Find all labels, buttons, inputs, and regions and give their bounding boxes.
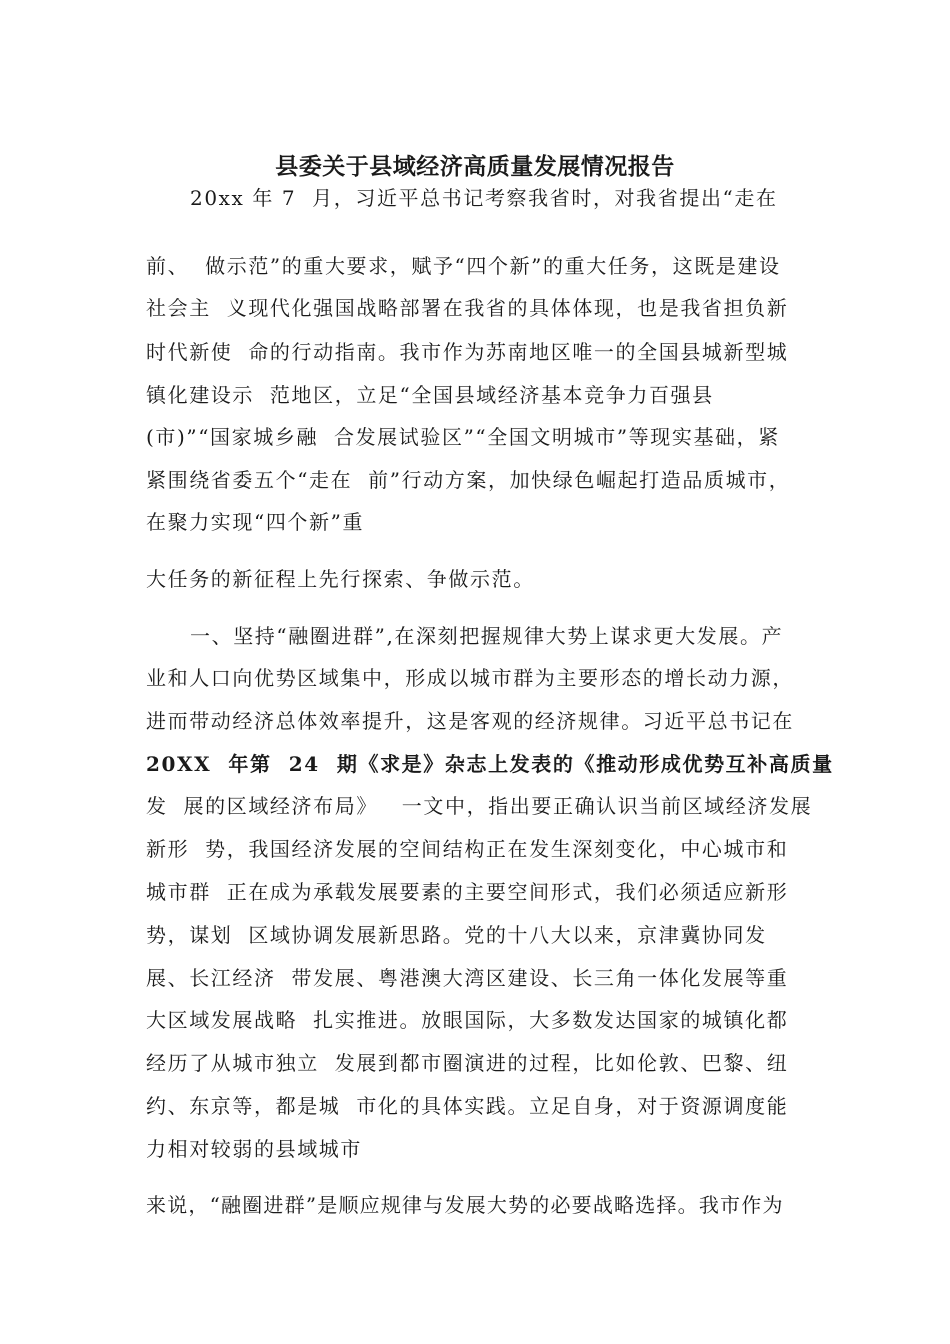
paragraph-line: 大任务的新征程上先行探索、争做示范。 [146,567,535,591]
paragraph-line: 约、东京等，都是城 市化的具体实践。立足自身，对于资源调度能 [146,1094,789,1118]
paragraph-line: 新形 势，我国经济发展的空间结构正在发生深刻变化，中心城市和 [146,837,789,861]
paragraph-line: 前、 做示范”的重大要求，赋予“四个新”的重大任务，这既是建设 [146,254,781,278]
paragraph-line: 大区域发展战略 扎实推进。放眼国际，大多数发达国家的城镇化都 [146,1008,789,1032]
paragraph-line: 镇化建设示 范地区，立足“全国县域经济基本竞争力百强县 [146,383,714,407]
paragraph-line: 时代新使 命的行动指南。我市作为苏南地区唯一的全国县城新型城 [146,340,789,364]
paragraph-line: 进而带动经济总体效率提升，这是客观的经济规律。习近平总书记在 [146,709,794,733]
paragraph-line: 业和人口向优势区域集中，形成以城市群为主要形态的增长动力源， [146,666,794,690]
paragraph-line: 力相对较弱的县域城市 [146,1137,362,1161]
paragraph-line: 社会主 义现代化强国战略部署在我省的具体体现，也是我省担负新 [146,296,789,320]
paragraph-line: 展、长江经济 带发展、粤港澳大湾区建设、长三角一体化发展等重 [146,966,789,990]
paragraph-line: 发 展的区域经济布局》 一文中，指出要正确认识当前区域经济发展 [146,794,813,818]
paragraph-line: 一、坚持“融圈进群”,在深刻把握规律大势上谋求更大发展。产 [190,624,784,648]
paragraph-line: 在聚力实现“四个新”重 [146,510,365,534]
paragraph-line: 城市群 正在成为承载发展要素的主要空间形式，我们必须适应新形 [146,880,789,904]
paragraph-line: 20XX 年第 24 期《求是》杂志上发表的《推动形成优势互补高质量 [146,752,834,776]
paragraph-line: 20xx 年 7 月，习近平总书记考察我省时，对我省提出“走在 [190,186,778,210]
paragraph-line: (市)”“国家城乡融 合发展试验区”“全国文明城市”等现实基础，紧 [146,425,780,449]
paragraph-line: 经历了从城市独立 发展到都市圈演进的过程，比如伦敦、巴黎、纽 [146,1051,789,1075]
paragraph-line: 势，谋划 区域协调发展新思路。党的十八大以来，京津冀协同发 [146,923,767,947]
paragraph-line: 来说，“融圈进群”是顺应规律与发展大势的必要战略选择。我市作为 [146,1193,784,1217]
document-title: 县委关于县域经济高质量发展情况报告 [275,154,675,180]
paragraph-line: 紧围绕省委五个“走在 前”行动方案，加快绿色崛起打造品质城市， [146,468,791,492]
